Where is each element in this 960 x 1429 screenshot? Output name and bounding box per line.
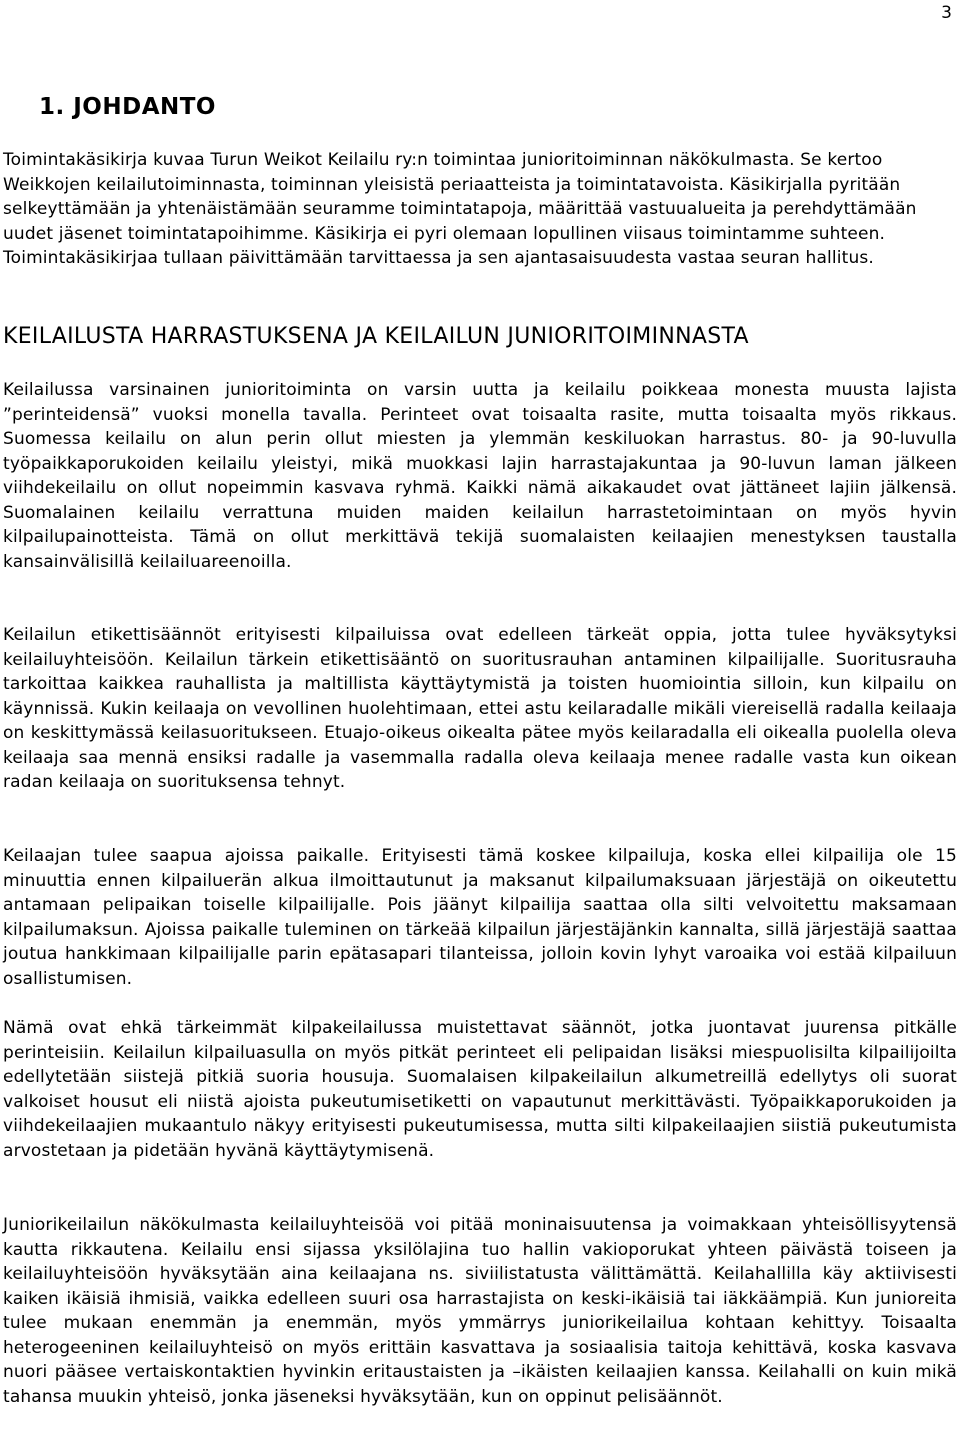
section-heading: 1. JOHDANTO	[39, 94, 216, 120]
intro-paragraph: Toimintakäsikirja kuvaa Turun Weikot Keilailu ry:n toimintaa junioritoiminnan näkökulmasta. Se kertoo Weikkojen keilailutoiminnasta, toiminnan yleisistä periaatteista ja toimintatavoista. Käsikirjalla pyritään selkeyttämään ja yhtenäistämään seuramme toimintatapoja, määrittää vastuualueita ja perehdyttämään uudet jäsenet toimintatapoihimme. Käsikirja ei pyri olemaan lopullinen viisaus toimintamme suhteen. Toimintakäsikirjaa tullaan päivittämään tarvittaessa ja sen ajantasaisuudesta vastaa seuran hallitus.	[3, 150, 917, 268]
subsection-heading: KEILAILUSTA HARRASTUKSENA JA KEILAILUN JUNIORITOIMINNASTA	[3, 324, 749, 349]
paragraph-history: Keilailussa varsinainen junioritoiminta on varsin uutta ja keilailu poikkeaa monesta muusta lajista ”perinteidensä” vuoksi monella tavalla. Perinteet ovat toisaalta rasite, mutta toisaalta myös rikkaus. Suomessa keilailu on alun perin ollut miesten ja ylemmän keskiluokan harrastus. 80- ja 90-luvulla työpaikkaporukoiden keilailu yleistyi, mikä muokkasi lajin harrastajakuntaa ja 90-luvun laman jälkeen viihdekeilailu on ollut nopeimmin kasvava ryhmä. Kaikki nämä aikakaudet ovat jättäneet lajiin jälkensä. Suomalainen keilailu verrattuna muiden maiden keilailun harrastetoimintaan on myös hyvin kilpailupainotteista. Tämä on ollut merkittävä tekijä suomalaisten keilaajien menestyksen taustalla kansainvälisillä keilailuareenoilla.	[3, 380, 957, 572]
paragraph-punctuality: Keilaajan tulee saapua ajoissa paikalle. Erityisesti tämä koskee kilpailuja, koska ellei kilpailija ole 15 minuuttia ennen kilpailuerän alkua ilmoittautunut ja maksanut kilpailumaksuaan järjestäjä on oikeutettu antamaan pelipaikan toiselle kilpailijalle. Pois jäänyt kilpailija saattaa olla silti velvoitettu maksamaan kilpailumaksun. Ajoissa paikalle tuleminen on tärkeää kilpailun järjestäjänkin kannalta, sillä järjestäjä saattaa joutua hankkimaan kilpailijalle parin epätasapari tilanteissa, jolloin kovin lyhyt varoaika voi estää kilpailuun osallistumisen.	[3, 846, 957, 989]
page-number: 3	[941, 3, 952, 23]
paragraph-community: Juniorikeilailun näkökulmasta keilailuyhteisöä voi pitää moninaisuutensa ja voimakkaan yhteisöllisyytensä kautta rikkautena. Keilailu ensi sijassa yksilölajina tuo hallin vakioporukat yhteen päivästä toiseen ja keilailuyhteisöön hyväksytään aina keilaajana ns. siviilistatusta välittämättä. Keilahallilla käy aktiivisesti kaiken ikäisiä ihmisiä, vaikka edelleen suuri osa harrastajista on keski-ikäisiä tai iäkkäämpiä. Kun junioreita tulee mukaan enemmän ja enemmän, myös ymmärrys juniorikeilailua kohtaan kehittyy. Toisaalta heterogeeninen keilailuyhteisö on myös erittäin kasvattava ja sosiaalisia taitoja kehittävä, koska kasvava nuori pääsee vertaiskontaktien hyvinkin eritaustaisten ja –ikäisten keilaajien kanssa. Keilahalli on kuin mikä tahansa muukin yhteisö, jonka jäseneksi hyväksytään, kun on oppinut pelisäännöt.	[3, 1215, 957, 1407]
paragraph-etiquette: Keilailun etikettisäännöt erityisesti kilpailuissa ovat edelleen tärkeät oppia, jotta tulee hyväksytyksi keilailuyhteisöön. Keilailun tärkein etikettisääntö on suoritusrauhan antaminen kilpailijalle. Suoritusrauha tarkoittaa kaikkea rauhallista ja maltillista käyttäytymistä ja toisten huomiointia silloin, kun kilpailu on käynnissä. Kukin keilaaja on vevollinen huolehtimaan, ettei astu keilaradalle mikäli viereisellä radalla keilaaja on keskittymässä keilasuoritukseen. Etuajo-oikeus oikealta pätee myös keilaradalla eli oikealla puolella oleva keilaaja saa mennä ensiksi radalle ja vasemmalla radalla oleva keilaaja menee radalle vasta kun oikean radan keilaaja on suorituksensa tehnyt.	[3, 625, 957, 792]
paragraph-dress-code: Nämä ovat ehkä tärkeimmät kilpakeilailussa muistettavat säännöt, jotka juontavat juurensa pitkälle perinteisiin. Keilailun kilpailuasulla on myös pitkät perinteet eli pelipaidan lisäksi miespuolisilta kilpailijoilta edellytetään siistejä pitkiä suoria housuja. Suomalaisen kilpakeilailun alkumetreillä edellytys oli suorat valkoiset housut eli niistä ajoista pukeutumisetiketti on vapautunut merkittävästi. Työpaikkaporukoiden ja viihdekeilaajien mukaantulo näkyy erityisesti pukeutumisessa, mutta silti kilpakeilaajien siistiä pukeutumista arvostetaan ja pidetään hyvänä käyttäytymisenä.	[3, 1018, 957, 1161]
